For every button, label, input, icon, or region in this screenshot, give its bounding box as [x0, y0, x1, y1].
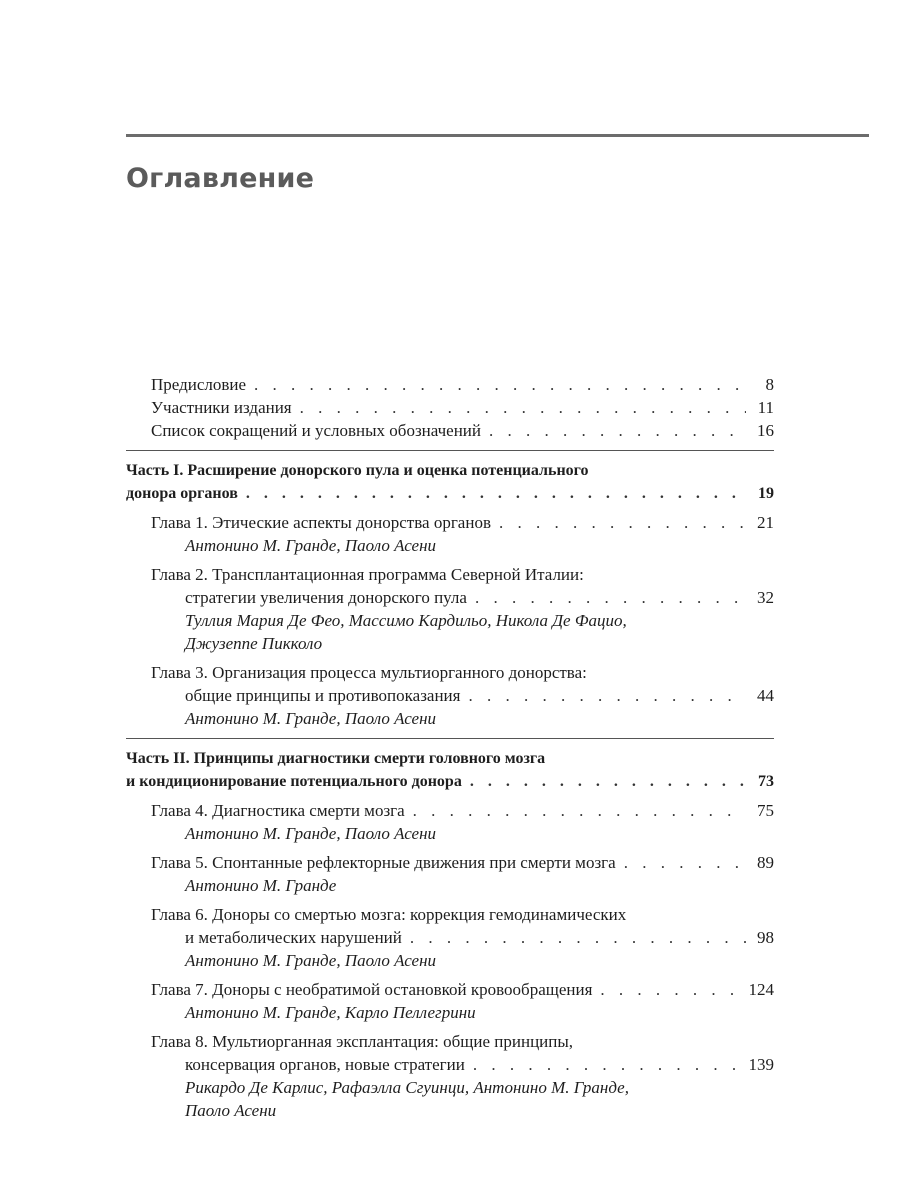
- toc-entry-title: Участники издания: [151, 398, 292, 417]
- toc-page-number: 98: [757, 928, 774, 947]
- part-title-line: донора органов: [126, 485, 238, 502]
- toc-page-number: 16: [757, 421, 774, 440]
- chapter-title[interactable]: Глава 3. Организация процесса мультиорганного донорства:: [151, 663, 587, 682]
- dot-leader: [468, 684, 746, 707]
- chapter-title: Глава 4. Диагностика смерти мозга: [151, 801, 405, 820]
- table-of-contents: [126, 373, 774, 1122]
- chapter-title: Глава 5. Спонтанные рефлекторные движения при смерти мозга: [151, 853, 616, 872]
- part-title-line[interactable]: Часть II. Принципы диагностики смерти головного мозга: [126, 750, 546, 767]
- toc-entry-chapter-1[interactable]: [126, 511, 774, 534]
- toc-page-number: 21: [757, 513, 774, 532]
- chapter-title[interactable]: Глава 2. Трансплантационная программа Северной Италии:: [151, 565, 584, 584]
- toc-page-number: 32: [757, 588, 774, 607]
- chapter-authors: Антонино М. Гранде, Паоло Асени: [185, 951, 437, 970]
- chapter-authors: Джузеппе Пикколо: [185, 634, 323, 653]
- chapter-title[interactable]: Глава 8. Мультиорганная эксплантация: общие принципы,: [151, 1032, 574, 1051]
- chapter-title: Глава 7. Доноры с необратимой остановкой кровообращения: [151, 980, 593, 999]
- toc-entry-chapter-4[interactable]: [126, 799, 774, 822]
- toc-entry-title: Список сокращений и условных обозначений: [151, 421, 482, 440]
- chapter-title: консервация органов, новые стратегии: [185, 1055, 465, 1074]
- chapter-title[interactable]: Глава 6. Доноры со смертью мозга: коррекция гемодинамических: [151, 905, 627, 924]
- toc-entry-chapter-7[interactable]: [126, 978, 774, 1001]
- chapter-authors: Антонино М. Гранде, Паоло Асени: [185, 536, 437, 555]
- page-title: Оглавление: [126, 163, 315, 194]
- toc-page-number: 19: [758, 485, 774, 502]
- toc-page-number: 44: [757, 686, 774, 705]
- dot-leader: [300, 396, 746, 419]
- toc-entry-chapter-6[interactable]: [126, 926, 774, 949]
- chapter-authors: Рикардо Де Карлис, Рафаэлла Сгуинци, Антонино М. Гранде,: [185, 1078, 629, 1097]
- dot-leader: [246, 482, 746, 505]
- dot-leader: [470, 770, 746, 793]
- toc-page-number: 124: [748, 980, 774, 999]
- dot-leader: [410, 926, 746, 949]
- chapter-authors: Паоло Асени: [185, 1101, 277, 1120]
- dot-leader: [499, 511, 746, 534]
- chapter-title: стратегии увеличения донорского пула: [185, 588, 467, 607]
- section-divider: [126, 450, 774, 451]
- toc-page-number: 11: [757, 398, 774, 417]
- part-title-line: и кондиционирование потенциального донора: [126, 773, 462, 790]
- toc-entry-chapter-2[interactable]: [126, 586, 774, 609]
- toc-entry-contributors[interactable]: [126, 396, 774, 419]
- section-divider: [126, 738, 774, 739]
- toc-entry-abbreviations[interactable]: [126, 419, 774, 442]
- chapter-authors: Антонино М. Гранде, Паоло Асени: [185, 709, 437, 728]
- dot-leader: [624, 851, 746, 874]
- top-rule: [126, 134, 869, 137]
- toc-entry-part-2[interactable]: [126, 770, 774, 793]
- part-title-line[interactable]: Часть I. Расширение донорского пула и оценка потенциального: [126, 462, 589, 479]
- chapter-authors: Антонино М. Гранде, Карло Пеллегрини: [185, 1003, 476, 1022]
- dot-leader: [254, 373, 746, 396]
- chapter-authors: Антонино М. Гранде: [185, 876, 337, 895]
- toc-entry-title: Предисловие: [151, 375, 247, 394]
- toc-entry-part-1[interactable]: [126, 482, 774, 505]
- toc-entry-chapter-8[interactable]: [126, 1053, 774, 1076]
- chapter-authors: Антонино М. Гранде, Паоло Асени: [185, 824, 437, 843]
- toc-page-number: 89: [757, 853, 774, 872]
- toc-entry-chapter-3[interactable]: [126, 684, 774, 707]
- toc-page-number: 73: [758, 773, 774, 790]
- chapter-title: Глава 1. Этические аспекты донорства органов: [151, 513, 491, 532]
- toc-page-number: 8: [765, 375, 774, 394]
- dot-leader: [600, 978, 742, 1001]
- dot-leader: [475, 586, 746, 609]
- dot-leader: [473, 1053, 743, 1076]
- toc-entry-chapter-5[interactable]: [126, 851, 774, 874]
- toc-page-number: 139: [748, 1055, 774, 1074]
- toc-entry-preface[interactable]: [126, 373, 774, 396]
- dot-leader: [413, 799, 746, 822]
- chapter-authors: Туллия Мария Де Фео, Массимо Кардильо, Никола Де Фацио,: [185, 611, 627, 630]
- toc-page-number: 75: [757, 801, 774, 820]
- chapter-title: и метаболических нарушений: [185, 928, 402, 947]
- chapter-title: общие принципы и противопоказания: [185, 686, 461, 705]
- dot-leader: [489, 419, 746, 442]
